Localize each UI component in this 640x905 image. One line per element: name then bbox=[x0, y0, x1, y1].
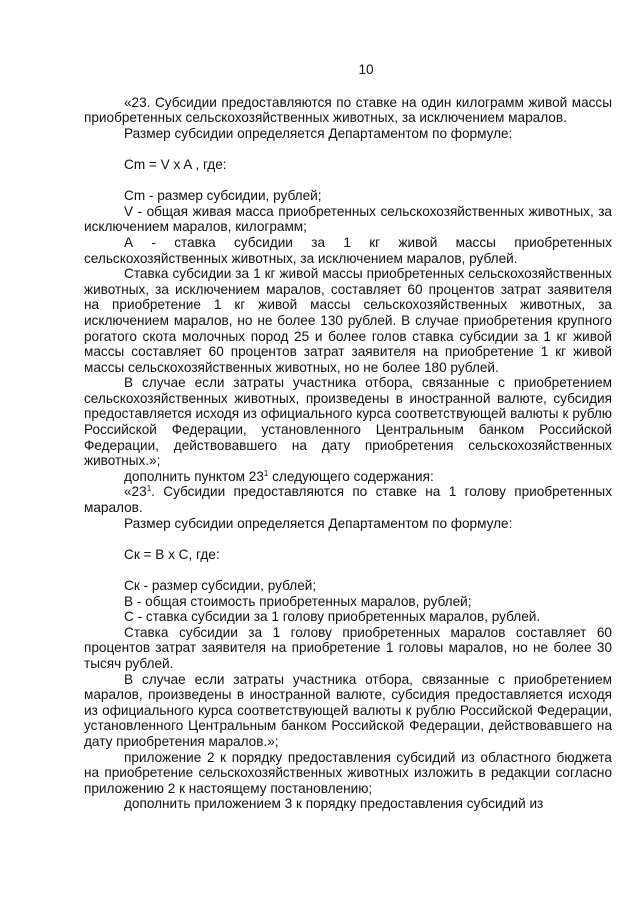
document-body bbox=[84, 95, 612, 812]
paragraph-text: . Субсидии предоставляются по ставке на 1 голову приобретенных маралов. bbox=[84, 484, 612, 516]
paragraph-text: дополнить пунктом 23 bbox=[124, 468, 264, 484]
paragraph: Ск - размер субсидии, рублей; bbox=[124, 578, 317, 593]
superscript: 1 bbox=[146, 484, 152, 494]
paragraph: Размер субсидии определяется Департаментом по формуле: bbox=[124, 515, 513, 531]
paragraph: Ставка субсидии за 1 голову приобретенных маралов составляет 60 процентов затрат заявителя на приобретение 1 головы маралов, но не более 30 тысяч рублей. bbox=[84, 624, 612, 671]
superscript: 1 bbox=[263, 468, 269, 478]
paragraph-gap bbox=[84, 173, 612, 189]
paragraph: Размер субсидии определяется Департаментом по формуле: bbox=[124, 125, 513, 141]
paragraph: Cm = V x A , где: bbox=[124, 156, 227, 172]
paragraph: дополнить приложением 3 к порядку предоставления субсидий из bbox=[124, 796, 544, 812]
paragraph: А - ставка субсидии за 1 кг живой массы приобретенных сельскохозяйственных животных, за исключением маралов, рублей. bbox=[84, 234, 612, 266]
paragraph-text: «23 bbox=[124, 484, 147, 500]
paragraph: V - общая живая масса приобретенных сельскохозяйственных животных, за исключением маралов, килограмм; bbox=[84, 203, 612, 235]
paragraph-text: следующего содержания: bbox=[268, 468, 434, 484]
paragraph-gap bbox=[84, 562, 612, 578]
paragraph: приложение 2 к порядку предоставления субсидий из областного бюджета на приобретение сельскохозяйственных животных изложить в редакции согласно приложению 2 к настоящему постановлению; bbox=[84, 749, 612, 796]
paragraph bbox=[84, 469, 612, 485]
paragraph: Ск = В х С, где: bbox=[124, 546, 220, 562]
paragraph: С - ставка субсидии за 1 голову приобретенных маралов, рублей. bbox=[124, 609, 541, 625]
paragraph-gap bbox=[84, 141, 612, 157]
paragraph: В случае если затраты участника отбора, связанные с приобретением маралов, произведены в иностранной валюте, субсидия предоставляется исходя из официального курса соответствующей валюты к рублю Российской Федерации, установленного Центральным банком Российской Федерации, действовавшего на дату приобретения маралов.»; bbox=[84, 671, 612, 749]
paragraph: Ставка субсидии за 1 кг живой массы приобретенных сельскохозяйственных животных, за исключением маралов, составляет 60 процентов затрат заявителя на приобретение 1 кг живой массы сельскохозяйственных животных, за исключением маралов, но не более 130 рублей. В случае приобретения крупного рогатого скота молочных пород 25 и более голов ставка субсидии за 1 кг живой массы составляет 60 процентов затрат заявителя на приобретение 1 кг живой массы сельскохозяйственных животных, но не более 180 рублей. bbox=[84, 266, 612, 375]
paragraph: Cm - размер субсидии, рублей; bbox=[124, 188, 322, 204]
page-number: 10 bbox=[358, 62, 374, 77]
paragraph: В - общая стоимость приобретенных маралов, рублей; bbox=[124, 593, 472, 609]
paragraph-gap bbox=[84, 531, 612, 547]
paragraph bbox=[84, 484, 612, 515]
paragraph: В случае если затраты участника отбора, связанные с приобретением сельскохозяйственных животных, произведены в иностранной валюте, субсидия предоставляется исходя из официального курса соответствующей валюты к рублю Российской Федерации, установленного Центральным банком Российской Федерации, действовавшего на дату приобретения сельскохозяйственных животных.»; bbox=[84, 375, 612, 469]
paragraph: «23. Субсидии предоставляются по ставке на один килограмм живой массы приобретенных сельскохозяйственных животных, за исключением маралов. bbox=[84, 94, 612, 126]
